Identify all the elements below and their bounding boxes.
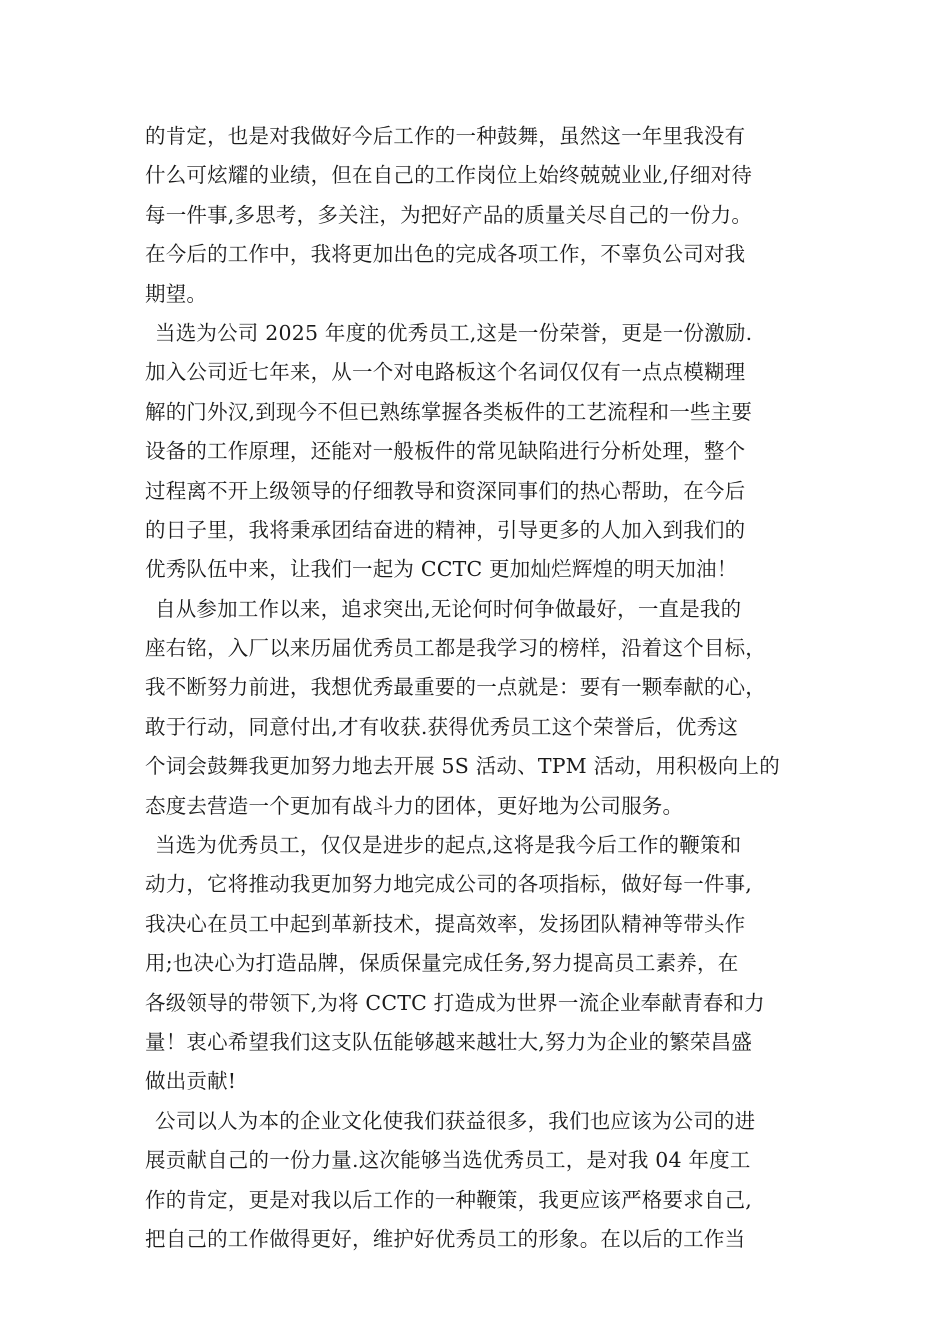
paragraph-start-line: 公司以人为本的企业文化使我们获益很多，我们也应该为公司的进 [155,1108,756,1133]
text-line: 个词会鼓舞我更加努力地去开展 5S 活动、TPM 活动，用积极向上的 [145,754,780,779]
text-line: 各级领导的带领下,为将 CCTC 打造成为世界一流企业奉献青春和力 [145,990,765,1015]
text-line: 量！衷心希望我们这支队伍能够越来越壮大,努力为企业的繁荣昌盛 [145,1029,753,1054]
text-line: 在今后的工作中，我将更加出色的完成各项工作，不辜负公司对我 [145,242,746,267]
text-line: 我决心在员工中起到革新技术，提高效率，发扬团队精神等带头作 [145,911,746,936]
text-line: 每一件事,多思考，多关注，为把好产品的质量关尽自己的一份力。 [145,202,753,227]
text-line: 加入公司近七年来，从一个对电路板这个名词仅仅有一点点模糊理 [145,360,746,385]
text-line: 把自己的工作做得更好，维护好优秀员工的形象。在以后的工作当 [145,1226,746,1251]
text-line: 动力，它将推动我更加努力地完成公司的各项指标，做好每一件事, [145,872,753,897]
text-line: 优秀队伍中来，让我们一起为 CCTC 更加灿烂辉煌的明天加油！ [145,557,738,582]
text-line: 什么可炫耀的业绩，但在自己的工作岗位上始终兢兢业业,仔细对待 [145,163,753,188]
text-line: 座右铭，入厂以来历届优秀员工都是我学习的榜样，沿着这个目标， [145,636,766,661]
text-line: 作的肯定，更是对我以后工作的一种鞭策，我更应该严格要求自己, [145,1187,753,1212]
text-line: 我不断努力前进，我想优秀最重要的一点就是：要有一颗奉献的心， [145,675,766,700]
paragraph-start-line: 当选为优秀员工，仅仅是进步的起点,这将是我今后工作的鞭策和 [155,833,742,858]
text-line: 设备的工作原理，还能对一般板件的常见缺陷进行分析处理，整个 [145,439,746,464]
text-line: 期望。 [145,281,208,306]
text-line: 展贡献自己的一份力量.这次能够当选优秀员工，是对我 04 年度工 [145,1148,751,1173]
document-body [145,117,810,1259]
text-line: 的肯定，也是对我做好今后工作的一种鼓舞，虽然这一年里我没有 [145,124,746,148]
text-line: 过程离不开上级领导的仔细教导和资深同事们的热心帮助，在今后 [145,478,746,503]
paragraph-start-line: 当选为公司 2025 年度的优秀员工,这是一份荣誉，更是一份激励. [155,320,753,345]
text-line: 解的门外汉,到现今不但已熟练掌握各类板件的工艺流程和一些主要 [145,399,753,424]
text-line: 的日子里，我将秉承团结奋进的精神，引导更多的人加入到我们的 [145,517,746,542]
text-line: 做出贡献! [145,1069,237,1094]
paragraph-start-line: 自从参加工作以来，追求突出,无论何时何争做最好，一直是我的 [155,596,742,621]
text-line: 态度去营造一个更加有战斗力的团体，更好地为公司服务。 [145,793,684,818]
text-line: 敢于行动，同意付出,才有收获.获得优秀员工这个荣誉后，优秀这 [145,714,739,739]
text-line: 用;也决心为打造品牌，保质保量完成任务,努力提高员工素养，在 [145,951,739,976]
